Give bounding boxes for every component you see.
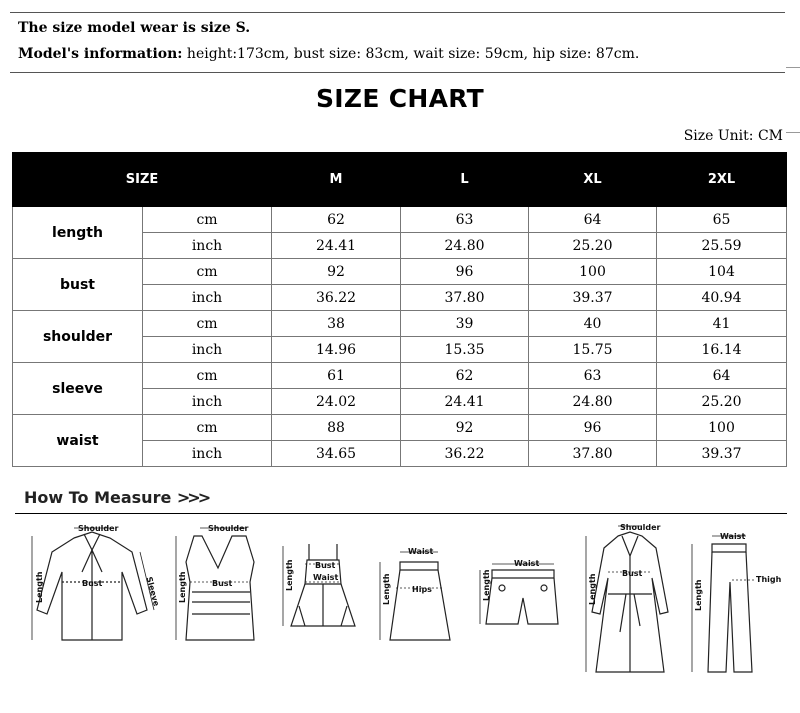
skirt-figure — [370, 522, 465, 656]
measurement-name: sleeve — [13, 363, 143, 415]
how-to-measure-title — [24, 488, 208, 507]
shoulder-label: Shoulder — [78, 524, 119, 533]
coat-figure — [580, 522, 680, 686]
measurement-name: shoulder — [13, 311, 143, 363]
unit-cell: inch — [143, 233, 272, 259]
length-label: Length — [382, 573, 391, 605]
shorts-figure — [470, 522, 570, 656]
value-cell: 92 — [272, 259, 401, 285]
unit-cell: cm — [143, 363, 272, 389]
value-cell: 100 — [657, 415, 787, 441]
model-info-text: Model's information: height:173cm, bust size: 83cm, wait size: 59cm, hip size: 87cm. — [18, 46, 640, 62]
info-bottom-rule — [10, 72, 785, 73]
thigh-label: Thigh — [756, 575, 782, 584]
table-body — [13, 207, 787, 467]
size-chart-title: SIZE CHART — [315, 84, 484, 113]
value-cell: 65 — [657, 207, 787, 233]
value-cell: 25.20 — [657, 389, 787, 415]
waist-label: Waist — [313, 573, 339, 582]
measurement-name: length — [13, 207, 143, 259]
pants-figure — [684, 522, 784, 686]
shoulder-label: Shoulder — [620, 523, 661, 532]
value-cell: 24.02 — [272, 389, 401, 415]
value-cell: 62 — [401, 363, 529, 389]
value-cell: 64 — [529, 207, 657, 233]
arrows-icon: >>> — [176, 488, 209, 507]
value-cell: 92 — [401, 415, 529, 441]
bust-label: Bust — [82, 579, 103, 588]
unit-cell: cm — [143, 415, 272, 441]
value-cell: 40.94 — [657, 285, 787, 311]
length-label: Length — [178, 571, 187, 603]
value-cell: 63 — [401, 207, 529, 233]
value-cell: 38 — [272, 311, 401, 337]
model-size-text: The size model wear is size S. — [18, 20, 251, 36]
value-cell: 24.41 — [272, 233, 401, 259]
unit-cell: cm — [143, 259, 272, 285]
value-cell: 96 — [529, 415, 657, 441]
size-unit-label: Size Unit: CM — [683, 128, 783, 144]
table-row — [13, 259, 787, 285]
table-header-row — [13, 153, 787, 207]
value-cell: 63 — [529, 363, 657, 389]
hips-label: Hips — [412, 585, 432, 594]
value-cell: 62 — [272, 207, 401, 233]
value-cell: 88 — [272, 415, 401, 441]
size-table — [12, 152, 787, 467]
tank-top-figure — [170, 522, 270, 656]
edge-mark — [786, 132, 800, 133]
value-cell: 96 — [401, 259, 529, 285]
length-label: Length — [35, 571, 44, 603]
measurement-name: bust — [13, 259, 143, 311]
value-cell: 41 — [657, 311, 787, 337]
value-cell: 15.75 — [529, 337, 657, 363]
sleeve-label: Sleeve — [144, 575, 161, 608]
waist-label: Waist — [514, 559, 540, 568]
size-col-xl: XL — [529, 153, 657, 207]
unit-cell: inch — [143, 389, 272, 415]
table-row — [13, 207, 787, 233]
waist-label: Waist — [720, 532, 746, 541]
value-cell: 37.80 — [401, 285, 529, 311]
unit-cell: inch — [143, 441, 272, 467]
value-cell: 25.20 — [529, 233, 657, 259]
waist-label: Waist — [408, 547, 434, 556]
shoulder-label: Shoulder — [208, 524, 249, 533]
value-cell: 37.80 — [529, 441, 657, 467]
length-label: Length — [482, 569, 491, 601]
blouse-figure — [22, 522, 162, 656]
value-cell: 24.80 — [401, 233, 529, 259]
edge-mark — [786, 67, 800, 68]
value-cell: 24.80 — [529, 389, 657, 415]
unit-cell: cm — [143, 311, 272, 337]
value-cell: 24.41 — [401, 389, 529, 415]
how-to-measure-label: How To Measure — [24, 488, 172, 507]
value-cell: 100 — [529, 259, 657, 285]
value-cell: 15.35 — [401, 337, 529, 363]
measure-rule — [15, 513, 787, 514]
unit-cell: cm — [143, 207, 272, 233]
size-col-2xl: 2XL — [657, 153, 787, 207]
length-label: Length — [588, 573, 597, 605]
table-row — [13, 415, 787, 441]
measurement-name: waist — [13, 415, 143, 467]
value-cell: 16.14 — [657, 337, 787, 363]
value-cell: 61 — [272, 363, 401, 389]
size-col-l: L — [401, 153, 529, 207]
table-row — [13, 311, 787, 337]
mini-dress-figure — [275, 522, 375, 656]
value-cell: 14.96 — [272, 337, 401, 363]
value-cell: 39 — [401, 311, 529, 337]
table-row — [13, 363, 787, 389]
bust-label: Bust — [315, 561, 336, 570]
value-cell: 34.65 — [272, 441, 401, 467]
bust-label: Bust — [622, 569, 643, 578]
unit-cell: inch — [143, 285, 272, 311]
bust-label: Bust — [212, 579, 233, 588]
top-rule — [10, 12, 785, 13]
length-label: Length — [694, 579, 703, 611]
value-cell: 39.37 — [657, 441, 787, 467]
value-cell: 39.37 — [529, 285, 657, 311]
value-cell: 36.22 — [401, 441, 529, 467]
value-cell: 40 — [529, 311, 657, 337]
value-cell: 104 — [657, 259, 787, 285]
size-header: SIZE — [13, 153, 272, 207]
length-label: Length — [285, 559, 294, 591]
value-cell: 36.22 — [272, 285, 401, 311]
value-cell: 25.59 — [657, 233, 787, 259]
value-cell: 64 — [657, 363, 787, 389]
size-col-m: M — [272, 153, 401, 207]
unit-cell: inch — [143, 337, 272, 363]
